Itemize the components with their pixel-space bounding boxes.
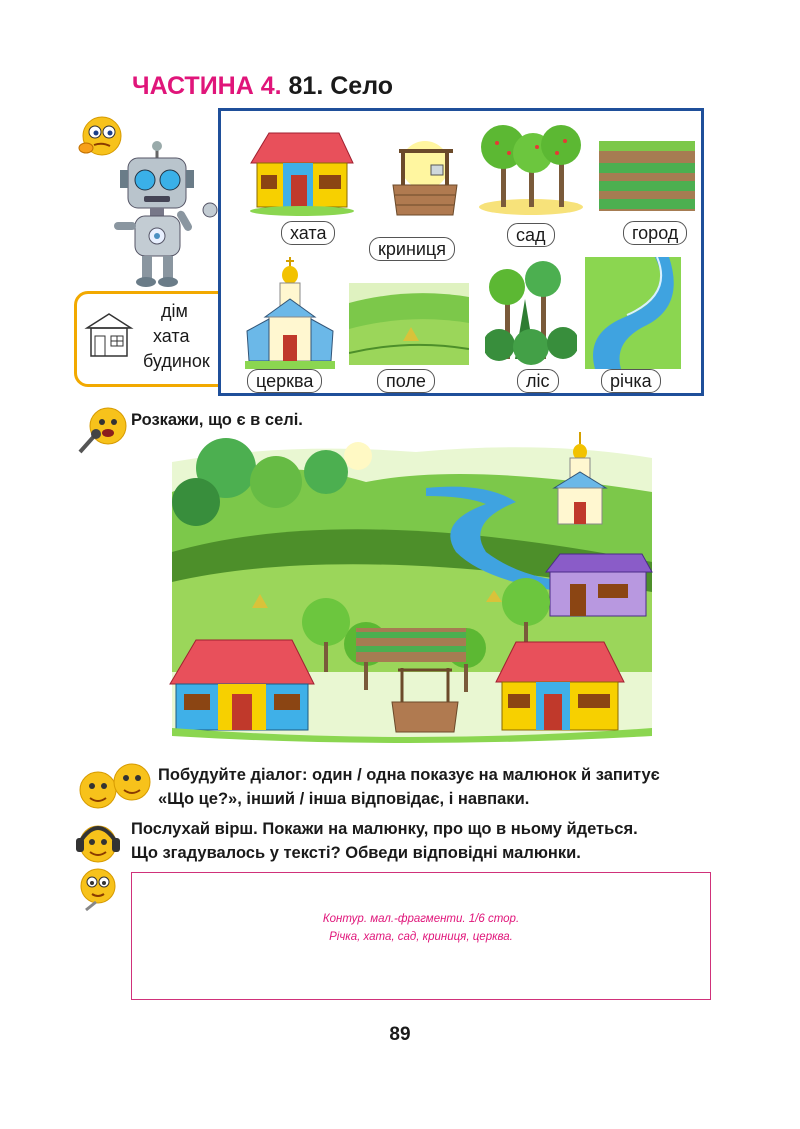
river-picture bbox=[585, 257, 681, 369]
page-title bbox=[132, 72, 393, 101]
vocabulary-frame bbox=[218, 108, 704, 396]
placeholder-note-box bbox=[131, 872, 711, 1000]
house-word-2: хата bbox=[153, 326, 190, 346]
vocab-word-krynytsia: криниця bbox=[369, 237, 455, 261]
house-icon bbox=[83, 310, 135, 358]
speaking-emoji-icon bbox=[74, 404, 130, 456]
house-words-box bbox=[74, 291, 238, 387]
house-word-3: будинок bbox=[143, 351, 210, 371]
orchard-picture bbox=[479, 117, 583, 217]
vocab-word-richka: річка bbox=[601, 369, 661, 393]
headphones-emoji-icon bbox=[72, 816, 124, 866]
part-label: ЧАСТИНА 4. bbox=[132, 72, 282, 100]
listen-instruction-line1: Послухай вірш. Покажи на малюнку, про що в ньому йдеться. bbox=[131, 820, 638, 838]
note-line-2: Річка, хата, сад, криниця, церква. bbox=[329, 931, 513, 943]
vocab-word-horod: город bbox=[623, 221, 687, 245]
note-line-1: Контур. мал.-фрагменти. 1/6 стор. bbox=[322, 913, 520, 925]
church-picture bbox=[245, 257, 335, 369]
vocab-word-tserkva: церква bbox=[247, 369, 322, 393]
pencil-emoji-icon bbox=[76, 866, 124, 912]
page-number: 89 bbox=[389, 1024, 411, 1045]
well-picture bbox=[381, 139, 473, 221]
dialog-instruction-line1: Побудуйте діалог: один / одна показує на малюнок й запитує bbox=[158, 766, 660, 784]
dialog-instruction-line2: «Що це?», інший / інша відповідає, і навпаки. bbox=[158, 790, 530, 808]
garden-picture bbox=[599, 141, 695, 211]
vocab-word-pole: поле bbox=[377, 369, 435, 393]
vocab-word-hata: хата bbox=[281, 221, 335, 245]
house-word-1: дім bbox=[161, 301, 188, 321]
field-picture bbox=[349, 283, 469, 365]
vocab-word-sad: сад bbox=[507, 223, 555, 247]
forest-picture bbox=[485, 259, 577, 369]
vocab-word-lis: ліс bbox=[517, 369, 559, 393]
house-picture bbox=[247, 127, 357, 217]
robot-icon bbox=[100, 140, 230, 290]
tell-instruction: Розкажи, що є в селі. bbox=[131, 411, 303, 429]
village-illustration bbox=[166, 432, 656, 750]
lesson-title: 81. Село bbox=[288, 72, 394, 100]
listen-instruction-line2: Що згадувалось у тексті? Обведи відповідні малюнки. bbox=[131, 844, 581, 862]
dialog-emoji-icon bbox=[76, 760, 156, 814]
